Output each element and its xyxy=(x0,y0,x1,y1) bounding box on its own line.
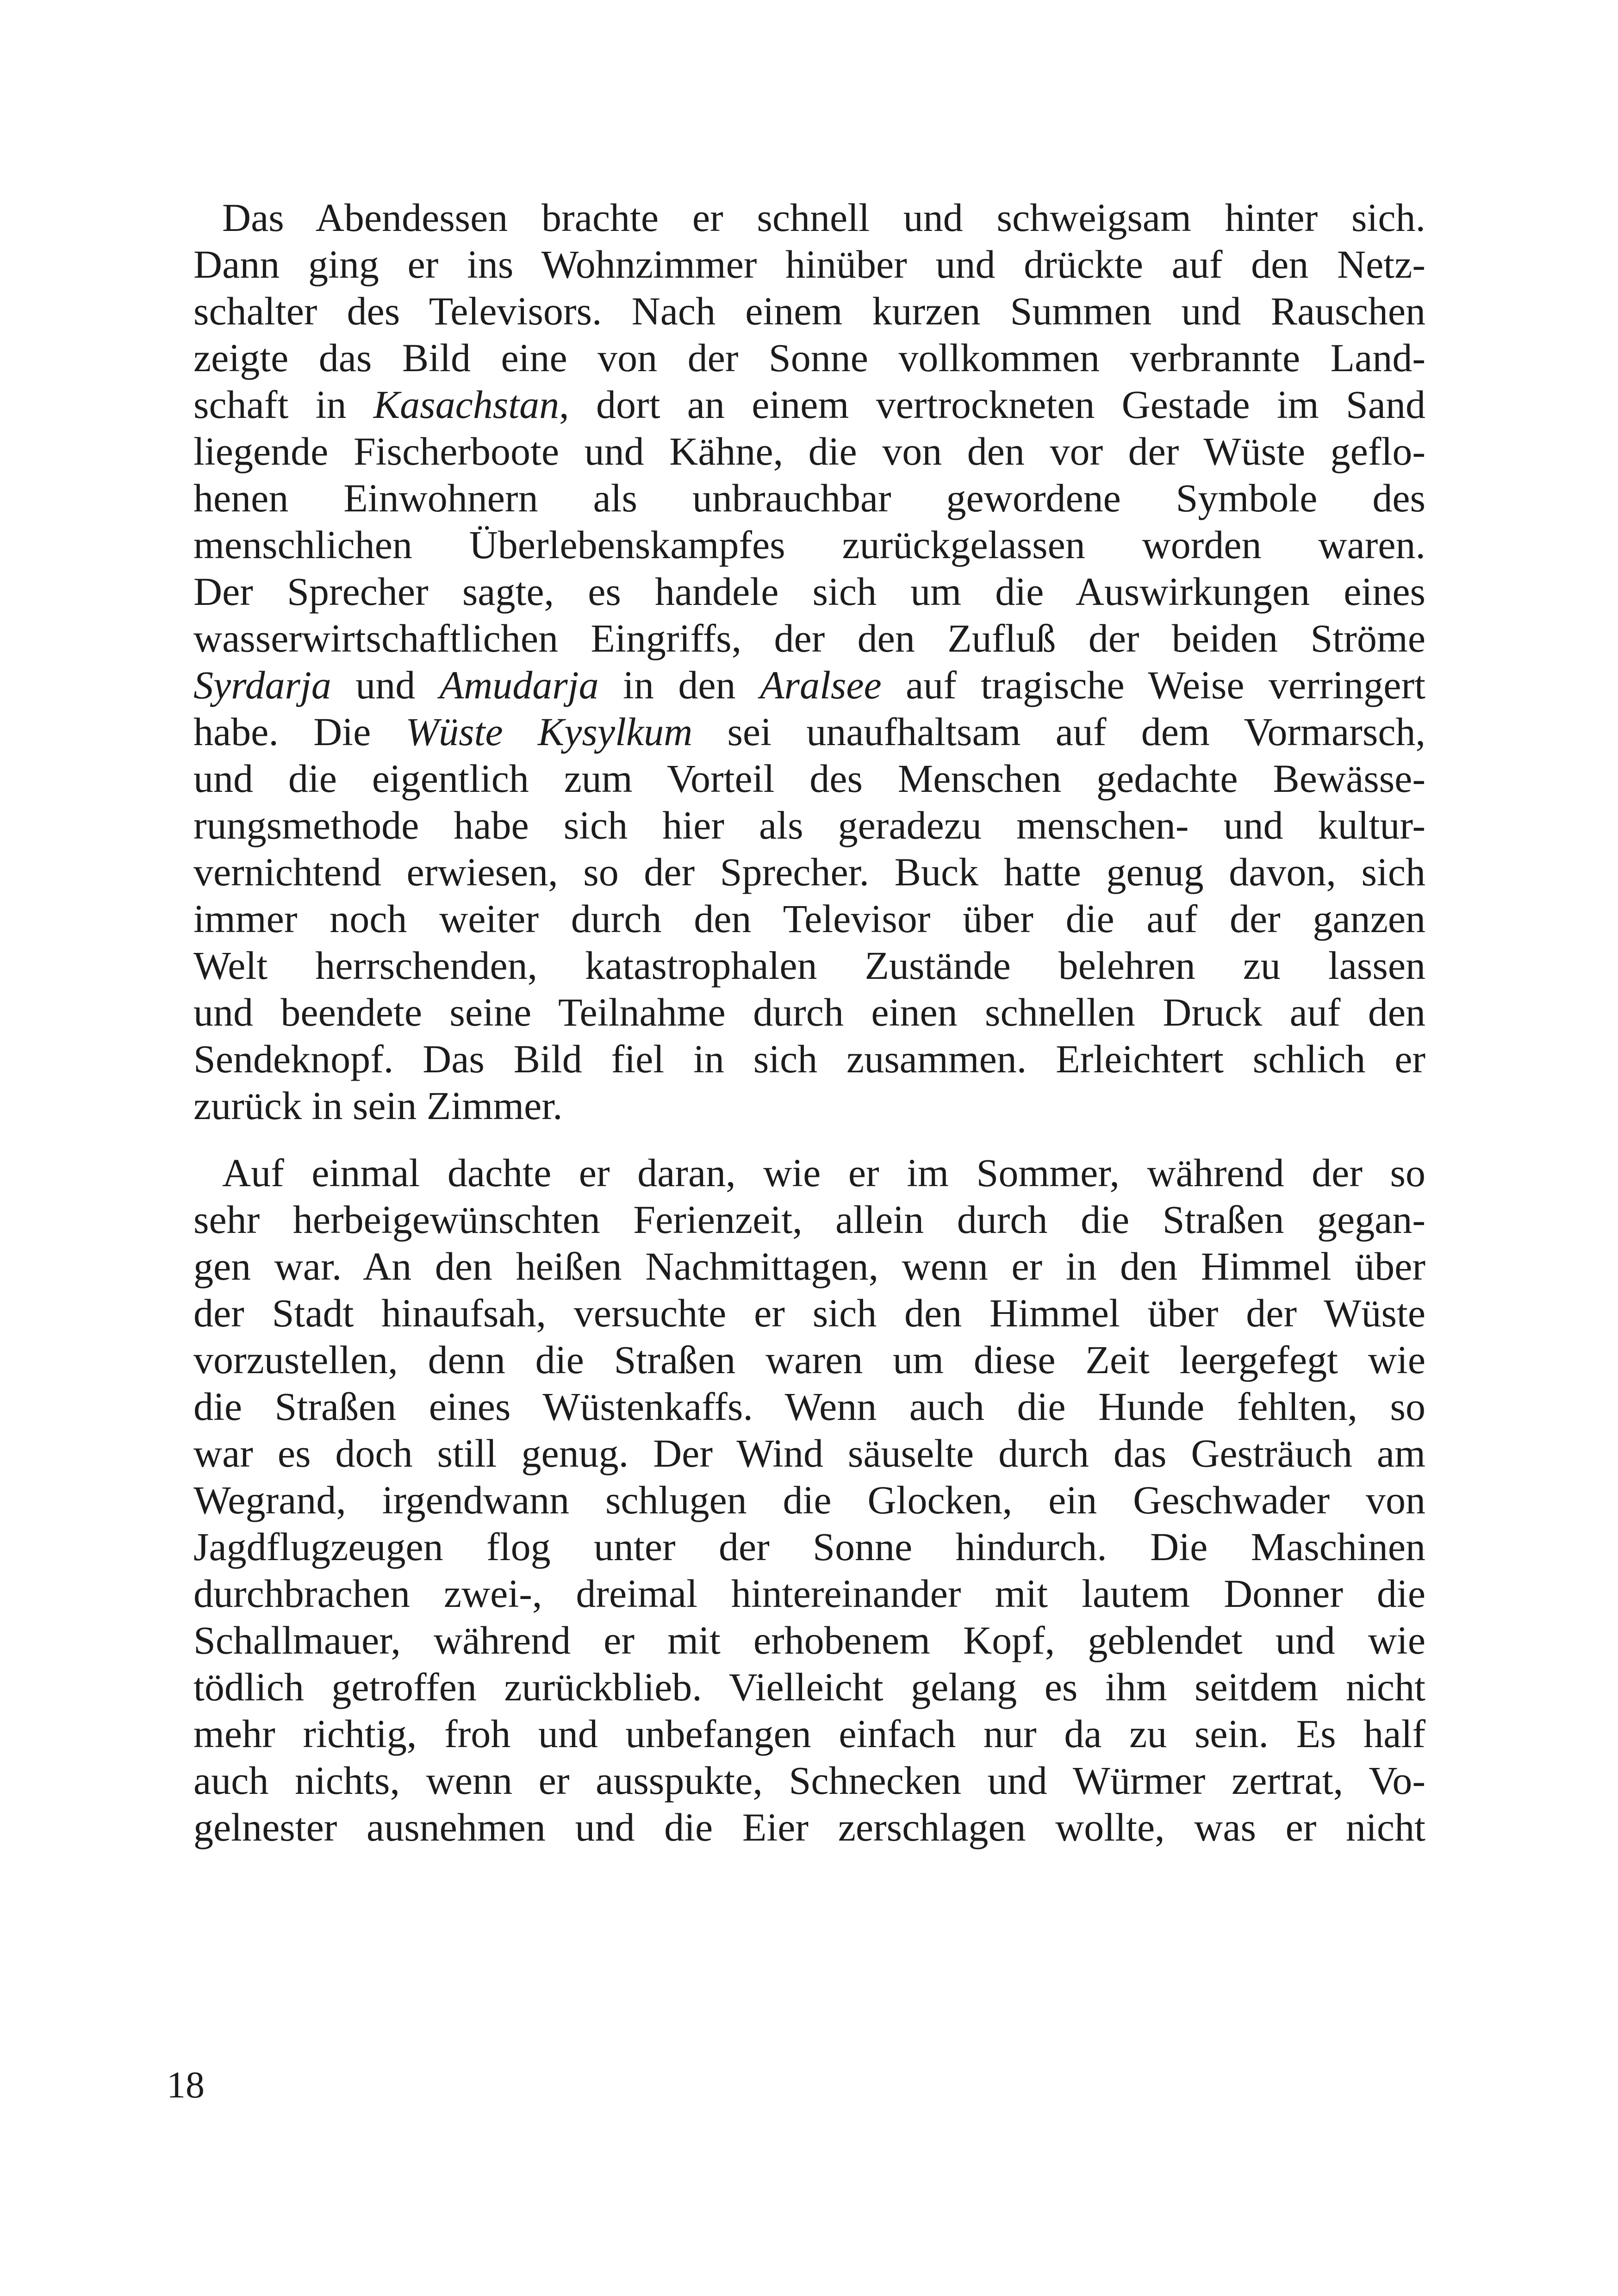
text-line xyxy=(193,1196,1425,1243)
text-segment: liegende Fischerboote und Kähne, die von den vor der Wüste geflo- xyxy=(193,429,1425,473)
text-segment: Schallmauer, während er mit erhobenem Kopf, geblendet und wie xyxy=(193,1618,1425,1662)
text-segment: immer noch weiter durch den Televisor über die auf der ganzen xyxy=(193,896,1425,941)
text-line xyxy=(193,942,1425,989)
text-segment: habe. Die xyxy=(193,709,406,754)
text-segment: Sendeknopf. Das Bild fiel in sich zusammen. Erleichtert schlich er xyxy=(193,1037,1425,1081)
text-line xyxy=(193,1711,1425,1757)
paragraph xyxy=(193,1150,1425,1851)
text-segment: sehr herbeigewünschten Ferienzeit, allein durch die Straßen gegan- xyxy=(193,1197,1425,1242)
text-line xyxy=(193,1617,1425,1664)
text-segment: rungsmethode habe sich hier als geradezu menschen- und kultur- xyxy=(193,803,1425,847)
text-segment: vernichtend erwiesen, so der Sprecher. Buck hatte genug davon, sich xyxy=(193,850,1425,894)
text-segment: in den xyxy=(598,663,760,707)
paragraph xyxy=(193,194,1425,1129)
text-segment: Auf einmal dachte er daran, wie er im Sommer, während der so xyxy=(222,1151,1425,1195)
text-line xyxy=(193,1477,1425,1524)
text-segment: der Stadt hinaufsah, versuchte er sich den Himmel über der Wüste xyxy=(193,1291,1425,1335)
italic-text: Aralsee xyxy=(759,663,882,707)
text-segment: und beendete seine Teilnahme durch einen schnellen Druck auf den xyxy=(193,990,1425,1034)
text-line xyxy=(193,381,1425,428)
text-segment: zeigte das Bild eine von der Sonne vollkommen verbrannte Land- xyxy=(193,336,1425,380)
text-line xyxy=(193,662,1425,709)
text-line xyxy=(193,896,1425,942)
text-segment: Das Abendessen brachte er schnell und schweigsam hinter sich. xyxy=(222,195,1425,240)
text-segment: gelnester ausnehmen und die Eier zerschlagen wollte, was er nicht xyxy=(193,1805,1425,1849)
text-line xyxy=(193,1430,1425,1477)
text-line xyxy=(193,1664,1425,1711)
text-segment: schalter des Televisors. Nach einem kurzen Summen und Rauschen xyxy=(193,289,1425,333)
text-line xyxy=(193,1083,1425,1129)
text-segment: und xyxy=(331,663,440,707)
text-segment: zurück in sein Zimmer. xyxy=(193,1083,563,1128)
text-line xyxy=(193,755,1425,802)
italic-text: Wüste Kysylkum xyxy=(405,709,693,754)
text-line xyxy=(193,1290,1425,1337)
text-line xyxy=(193,1243,1425,1290)
text-line xyxy=(193,849,1425,896)
text-segment: vorzustellen, denn die Straßen waren um diese Zeit leergefegt wie xyxy=(193,1338,1425,1382)
text-line xyxy=(193,1036,1425,1083)
text-segment: und die eigentlich zum Vorteil des Menschen gedachte Bewässe- xyxy=(193,756,1425,801)
text-line xyxy=(193,1757,1425,1804)
italic-text: Syrdarja xyxy=(193,663,331,707)
text-segment: Der Sprecher sagte, es handele sich um die Auswirkungen eines xyxy=(193,569,1425,614)
text-line xyxy=(193,1524,1425,1570)
text-segment: wasserwirtschaftlichen Eingriffs, der den Zufluß der beiden Ströme xyxy=(193,616,1425,660)
text-line xyxy=(193,1383,1425,1430)
text-segment: Dann ging er ins Wohnzimmer hinüber und drückte auf den Netz- xyxy=(193,242,1425,286)
body-text xyxy=(193,194,1425,1851)
text-segment: schaft in xyxy=(193,382,373,427)
text-segment: Jagdflugzeugen flog unter der Sonne hindurch. Die Maschinen xyxy=(193,1524,1425,1569)
text-segment: , dort an einem vertrockneten Gestade im Sand xyxy=(559,382,1425,427)
text-line xyxy=(193,568,1425,615)
text-segment: Welt herrschenden, katastrophalen Zustände belehren zu lassen xyxy=(193,943,1425,988)
italic-text: Amudarja xyxy=(439,663,599,707)
text-segment: war es doch still genug. Der Wind säuselte durch das Gesträuch am xyxy=(193,1431,1425,1475)
text-line xyxy=(193,1150,1425,1196)
text-segment: tödlich getroffen zurückblieb. Vielleicht gelang es ihm seitdem nicht xyxy=(193,1665,1425,1709)
text-segment: durchbrachen zwei-, dreimal hintereinander mit lautem Donner die xyxy=(193,1571,1425,1616)
text-line xyxy=(193,335,1425,381)
text-line xyxy=(193,241,1425,288)
text-line xyxy=(193,1804,1425,1851)
italic-text: Kasachstan xyxy=(373,382,560,427)
text-segment: auch nichts, wenn er ausspukte, Schnecken und Würmer zertrat, Vo- xyxy=(193,1758,1425,1803)
text-line xyxy=(193,522,1425,568)
text-line xyxy=(193,802,1425,849)
text-line xyxy=(193,615,1425,662)
text-segment: sei unaufhaltsam auf dem Vormarsch, xyxy=(692,709,1426,754)
text-segment: mehr richtig, froh und unbefangen einfach nur da zu sein. Es half xyxy=(193,1711,1425,1756)
text-line xyxy=(193,989,1425,1036)
text-segment: Wegrand, irgendwann schlugen die Glocken, ein Geschwader von xyxy=(193,1478,1425,1522)
text-line xyxy=(193,194,1425,241)
text-line xyxy=(193,428,1425,475)
text-line xyxy=(193,1337,1425,1383)
text-line xyxy=(193,709,1425,755)
page-number: 18 xyxy=(167,2064,205,2106)
text-segment: gen war. An den heißen Nachmittagen, wenn er in den Himmel über xyxy=(193,1244,1425,1288)
text-line xyxy=(193,475,1425,522)
text-segment: henen Einwohnern als unbrauchbar gewordene Symbole des xyxy=(193,476,1425,520)
text-segment: die Straßen eines Wüstenkaffs. Wenn auch die Hunde fehlten, so xyxy=(193,1384,1425,1429)
text-segment: menschlichen Überlebenskampfes zurückgelassen worden waren. xyxy=(193,523,1425,567)
text-segment: auf tragische Weise verringert xyxy=(881,663,1425,707)
text-line xyxy=(193,1570,1425,1617)
text-line xyxy=(193,288,1425,335)
